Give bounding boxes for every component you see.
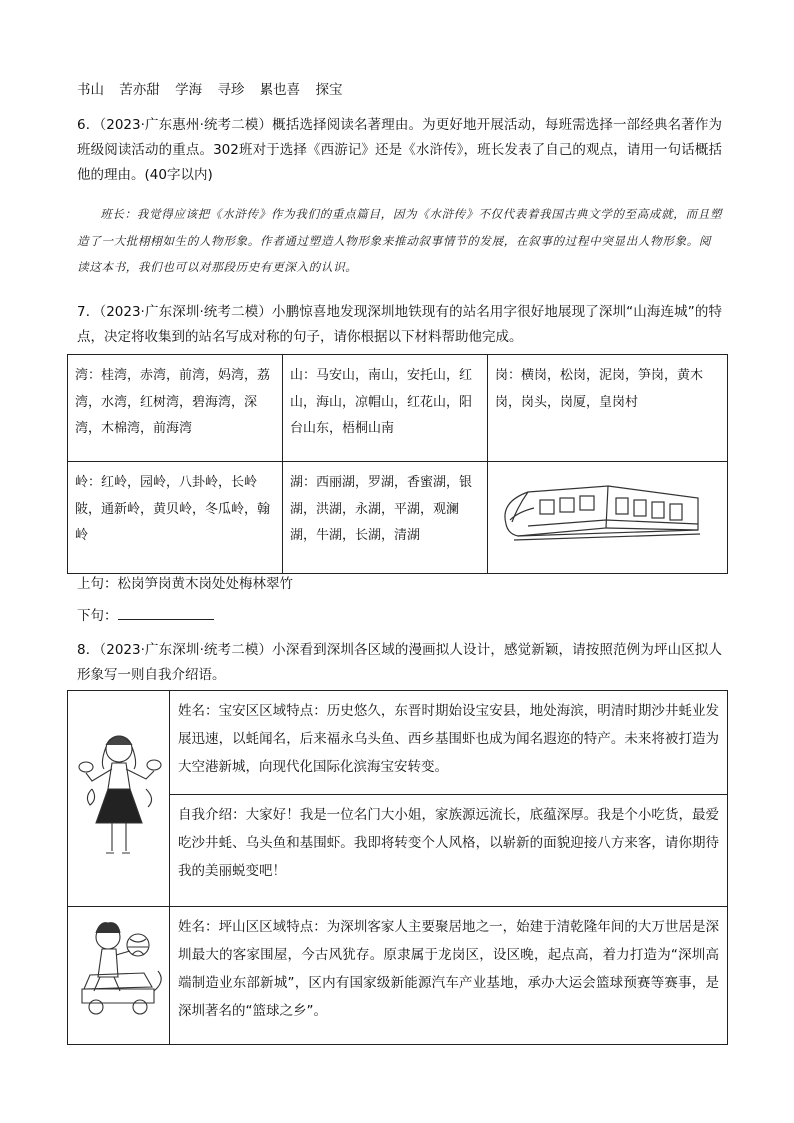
metro-train-icon (488, 462, 726, 562)
station-cell-gang: 岗：横岗，松岗，泥岗，笋岗，黄木岗，岗头，岗厦，皇岗村 (488, 355, 728, 462)
word: 学海 (175, 82, 203, 98)
district-intro-table (67, 690, 728, 1045)
station-cell-shan: 山：马安山，南山，安托山，红山，海山，凉帽山，红花山，阳台山东，梧桐山南 (283, 355, 488, 462)
word: 苦亦甜 (119, 82, 160, 98)
metro-train-image (488, 462, 728, 574)
station-table (67, 354, 728, 574)
question-7-stem: 7．（2023·广东深圳·统考二模）小鹏惊喜地发现深圳地铁现有的站名用字很好地展现了深圳“山海连城”的特点，决定将收集到的站名写成对称的句子，请你根据以下材料帮助他完成。 (77, 304, 722, 345)
lower-couplet-line (77, 605, 214, 626)
pingshan-cartoon-image (68, 907, 170, 1045)
station-cell-ling: 岭：红岭，园岭，八卦岭，长岭陂，通新岭，黄贝岭，冬瓜岭，翰岭 (68, 462, 283, 574)
word-row (77, 80, 353, 100)
station-cell-wan: 湾：桂湾，赤湾，前湾，妈湾，荔湾，水湾，红树湾，碧海湾，深湾，木棉湾，前海湾 (68, 355, 283, 462)
word: 书山 (77, 82, 104, 98)
baoan-features: 姓名：宝安区区域特点：历史悠久，东晋时期始设宝安县，地处海滨，明清时期沙井蚝业发展迅速，以蚝闻名，后来福永乌头鱼、西乡基围虾也成为闻名遐迩的特产。未来将被打造为大空港新城，向现代化国际化滨海宝安转变。 (170, 691, 728, 795)
station-cell-hu: 湖：西丽湖，罗湖，香蜜湖，银湖，洪湖，永湖，平湖，观澜湖，牛湖，长湖，清湖 (283, 462, 488, 574)
word: 寻珍 (217, 82, 245, 98)
baoan-cartoon-image (68, 691, 170, 907)
baoan-self-intro: 自我介绍：大家好！我是一位名门大小姐，家族源远流长，底蕴深厚。我是个小吃货，最爱吃沙井蚝、乌头鱼和基围虾。我即将转变个人风格，以崭新的面貌迎接八方来客，请你期待我的美丽蜕变吧！ (170, 795, 728, 907)
question-8-stem: 8．（2023·广东深圳·统考二模）小深看到深圳各区域的漫画拟人设计，感觉新颖，请按照范例为坪山区拟人形象写一则自我介绍语。 (77, 642, 722, 683)
word: 探宝 (315, 82, 343, 98)
answer-blank[interactable] (118, 605, 214, 620)
upper-couplet: 上句：松岗笋岗黄木岗处处梅林翠竹 (77, 576, 293, 592)
word: 累也喜 (259, 82, 301, 98)
question-6-stem: 6．（2023·广东惠州·统考二模）概括选择阅读名著理由。为更好地开展活动，每班需选择一部经典名著作为班级阅读活动的重点。302班对于选择《西游记》还是《水浒传》，班长发表了自己的观点，请用一句话概括他的理由。(40字以内) (77, 117, 722, 183)
lower-couplet-label: 下句： (77, 608, 118, 624)
monitor-quote: 班长：我觉得应该把《水浒传》作为我们的重点篇目，因为《水浒传》不仅代表着我国古典文学的至高成就，而且塑造了一大批栩栩如生的人物形象。作者通过塑造人物形象来推动叙事情节的发展，在叙事的过程中突显出人物形象。阅读这本书，我们也可以对那段历史有更深入的认识。 (77, 207, 723, 274)
pingshan-features: 姓名：坪山区区域特点：为深圳客家人主要聚居地之一，始建于清乾隆年间的大万世居是深圳最大的客家围屋，今古风犹存。原隶属于龙岗区，设区晚，起点高，着力打造为“深圳高端制造业东部新城”，区内有国家级新能源汽车产业基地，承办大运会篮球预赛等赛事，是深圳著名的“篮球之乡”。 (170, 907, 728, 1045)
boy-cartoon-icon (74, 911, 164, 1031)
girl-cartoon-icon (74, 719, 164, 869)
